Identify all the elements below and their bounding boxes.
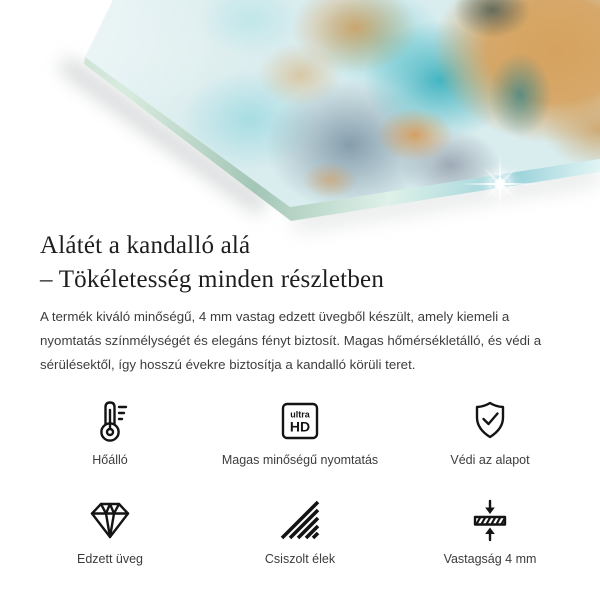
polished-edges-icon <box>278 495 322 542</box>
feature-label: Hőálló <box>92 453 128 467</box>
feature-label: Edzett üveg <box>76 552 143 566</box>
feature-polished-edges <box>205 495 395 567</box>
thermometer-icon <box>88 396 132 443</box>
feature-print-quality <box>205 396 395 468</box>
page-title-line2: – Tökéletesség minden részletben <box>40 266 385 293</box>
feature-tempered-glass <box>15 495 205 567</box>
page-title-line1: Alátét a kandalló alá <box>40 232 251 259</box>
feature-protects-base <box>395 396 585 468</box>
ultra-hd-icon <box>278 396 322 443</box>
feature-label: Csiszolt élek <box>264 552 336 566</box>
feature-label: Vastagság 4 mm <box>443 552 537 566</box>
svg-text:ultra: ultra <box>290 409 310 420</box>
diamond-icon <box>88 495 132 542</box>
product-description: A termék kiváló minőségű, 4 mm vastag edzett üvegből készült, amely kiemeli a nyomtatás színmélységét és elegáns fényt biztosít. Magas hőmérsékletálló, és védi a sérülésektől, így hosszú évekre biztosítja a kandalló körüli teret. <box>40 309 542 372</box>
feature-thickness <box>395 495 585 567</box>
thickness-press-icon <box>468 495 512 542</box>
page-title <box>40 229 384 297</box>
feature-label: Magas minőségű nyomtatás <box>221 453 379 467</box>
product-image <box>0 0 600 240</box>
shield-check-icon <box>468 396 512 443</box>
feature-heat-resistant <box>15 396 205 468</box>
glass-artwork-surface <box>0 0 600 240</box>
svg-text:HD: HD <box>289 418 311 435</box>
features-grid <box>15 396 585 567</box>
feature-label: Védi az alapot <box>450 453 530 467</box>
